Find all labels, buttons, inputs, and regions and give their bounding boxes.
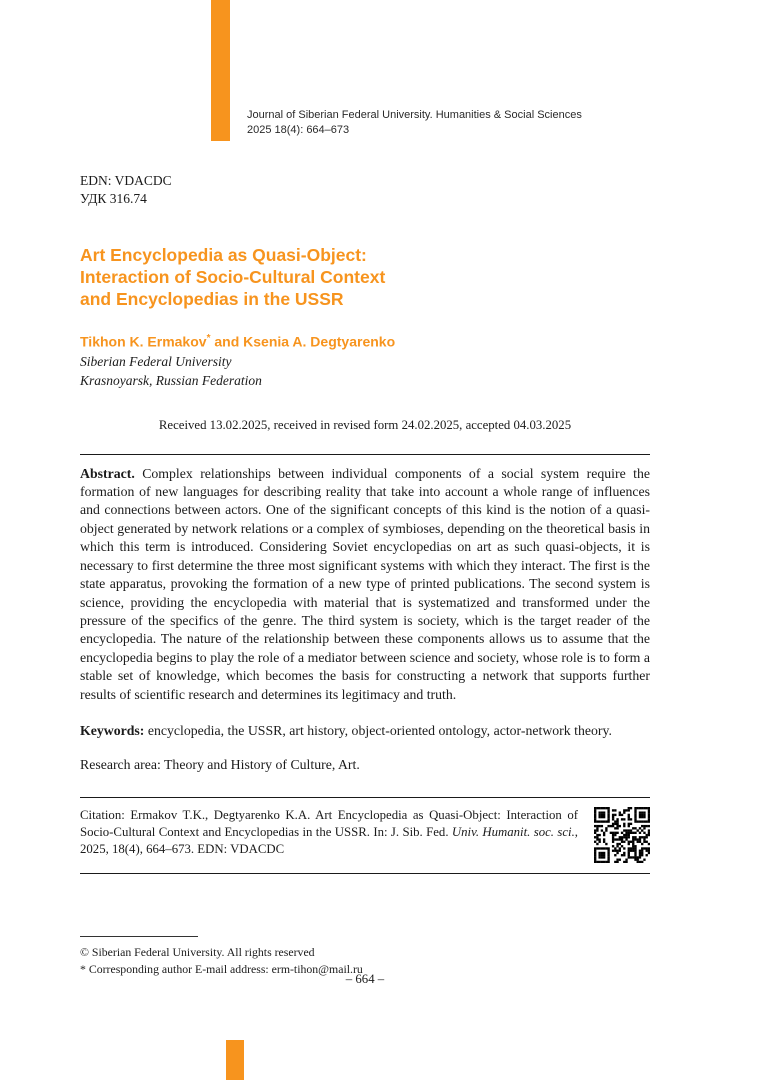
keywords-paragraph [80, 722, 650, 740]
citation-block [80, 797, 650, 874]
accent-bar-top [211, 0, 230, 141]
qr-code [594, 807, 650, 863]
affiliation-university: Siberian Federal University [80, 353, 232, 369]
journal-name: Journal of Siberian Federal University. Humanities & Social Sciences [247, 109, 582, 121]
udc-line: УДК 316.74 [80, 191, 147, 206]
footnote-divider [80, 936, 198, 937]
abstract-paragraph [80, 465, 650, 704]
title-line-1: Art Encyclopedia as Quasi-Object: [80, 245, 367, 265]
title-line-3: and Encyclopedias in the USSR [80, 289, 344, 309]
citation-prefix: Citation: Ermakov T.K., Degtyarenko K.A. Art Encyclopedia as Quasi-Object: Interaction of Socio-Cultural Context and Encyclopedias in the USSR. In: J. Sib. Fed. [80, 807, 578, 839]
authors-line [80, 330, 650, 351]
received-dates: Received 13.02.2025, received in revised form 24.02.2025, accepted 04.03.2025 [158, 417, 572, 432]
page-number: – 664 – [345, 972, 385, 986]
corresponding-marker: * [206, 333, 211, 344]
abstract-text: Complex relationships between individual components of a social system require the formation of new languages for describing reality that take into account a whole range of influences and connections between actors. One of the significant concepts of this kind is the notion of a quasi-object generated by network relations or a complex of symbioses, depending on the theoretical basis in which this term is introduced. Considering Soviet encyclopedias on art as such quasi-objects, it is necessary to first determine the three most significant systems with which they interact. The first is the state apparatus, provoking the formation of a new type of printed publications. The second system is science, providing the encyclopedia with material that is systematized and transformed under the pressure of the specifics of the genre. The third system is society, which is the target reader of the encyclopedia. The nature of the relationship between these components allows us to assume that the encyclopedia begins to play the role of a mediator between science and society, whose role is to form a stable set of knowledge, which becomes the basis for constructing a network that supports further results of scientific research and determines its legitimacy and truth. [80, 465, 650, 702]
article-content [80, 172, 650, 978]
copyright-line: © Siberian Federal University. All rights reserved [80, 944, 315, 959]
citation-journal-abbrev: Univ. Humanit. soc. sci. [451, 824, 575, 839]
author-1: Tikhon K. Ermakov [80, 333, 207, 350]
accent-bar-bottom [226, 1040, 244, 1080]
citation-suffix: , 2025, 18(4), 664–673. EDN: VDACDC [80, 824, 578, 857]
divider-top [80, 454, 650, 455]
edn-line: EDN: VDACDC [80, 173, 172, 188]
corresponding-author-line: * Corresponding author E-mail address: erm-tihon@mail.ru [80, 961, 363, 976]
research-area-line: Research area: Theory and History of Culture, Art. [80, 757, 360, 773]
article-title [80, 244, 650, 310]
affiliation-city: Krasnoyarsk, Russian Federation [80, 373, 262, 389]
journal-issue: 2025 18(4): 664–673 [247, 124, 350, 136]
keywords-text: encyclopedia, the USSR, art history, object-oriented ontology, actor-network theory. [144, 722, 612, 738]
abstract-label: Abstract. [80, 465, 135, 481]
author-2: and Ksenia A. Degtyarenko [210, 333, 396, 350]
citation-text [80, 807, 578, 859]
title-line-2: Interaction of Socio-Cultural Context [80, 267, 386, 287]
keywords-label: Keywords: [80, 722, 145, 738]
journal-header [247, 108, 582, 138]
